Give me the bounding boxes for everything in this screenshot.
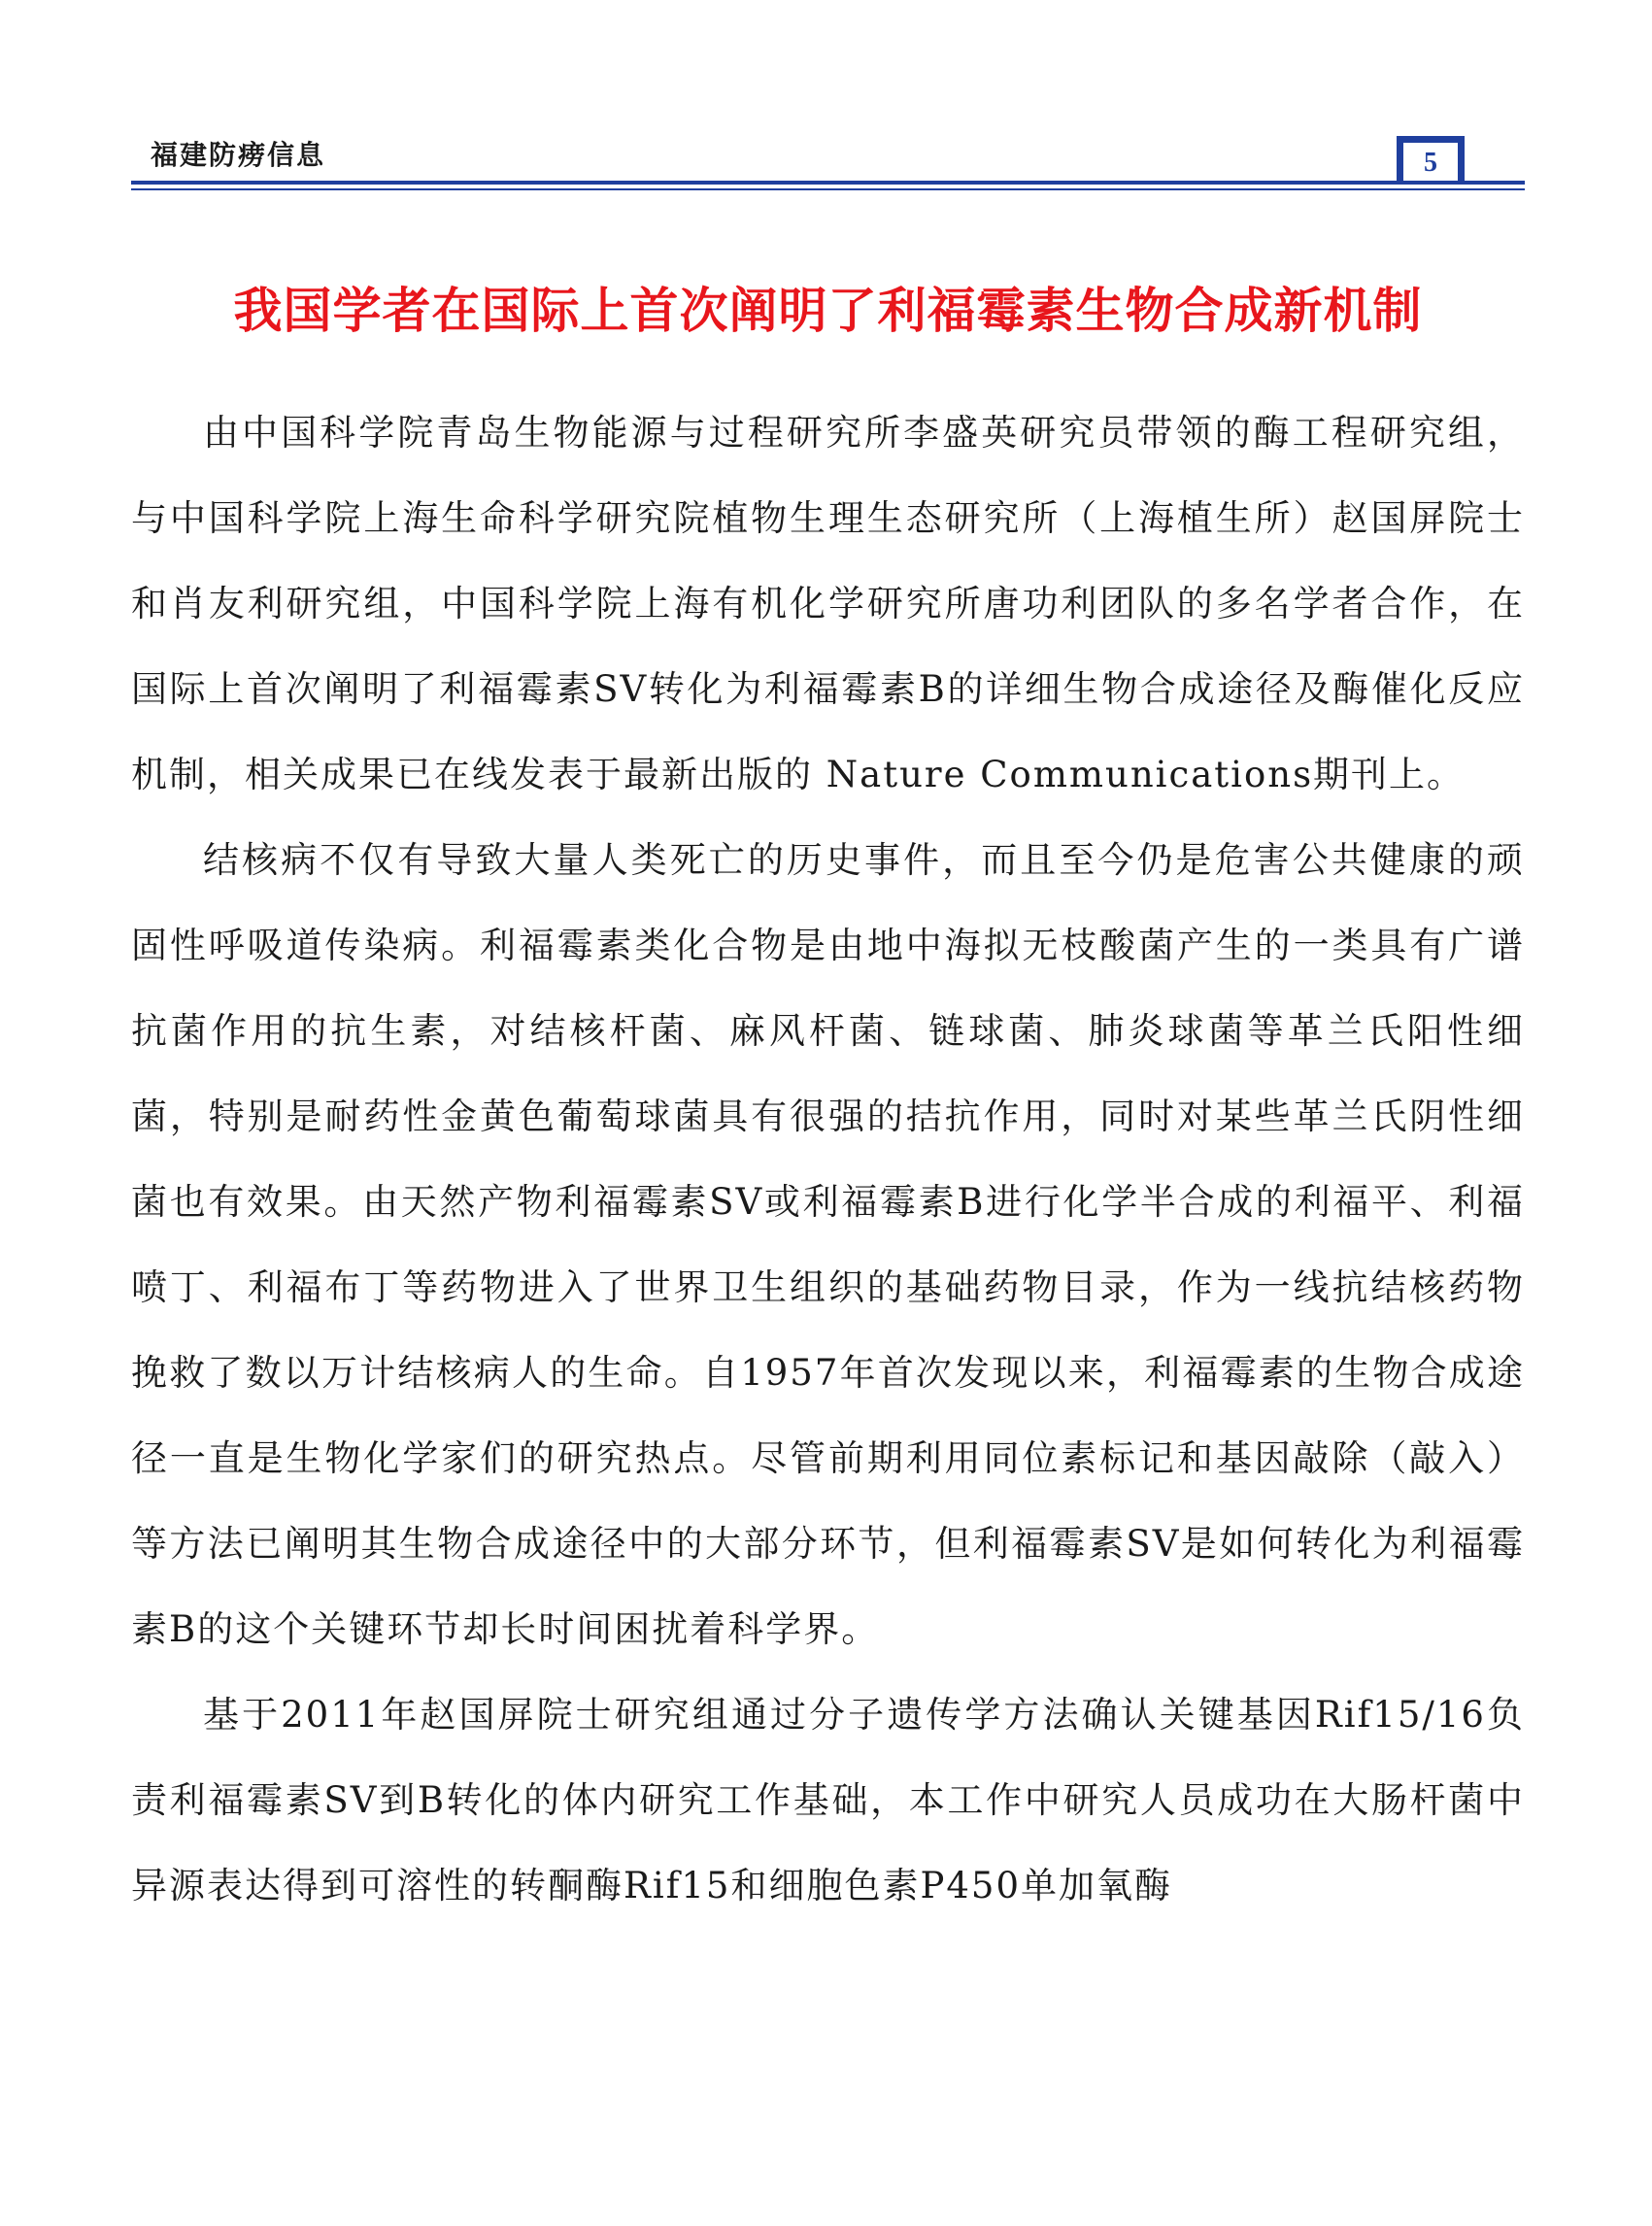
running-header [131,134,1525,194]
page-number: 5 [1401,141,1460,183]
page-number-box [1397,136,1465,183]
paragraph-1: 由中国科学院青岛生物能源与过程研究所李盛英研究员带领的酶工程研究组，与中国科学院上海生命科学研究院植物生理生态研究所（上海植生所）赵国屏院士和肖友利研究组，中国科学院上海有机化学研究所唐功利团队的多名学者合作，在国际上首次阐明了利福霉素SV转化为利福霉素B的详细生物合成途径及酶催化反应机制，相关成果已在线发表于最新出版的 Nature Communications期刊上。 [131,412,1525,795]
paragraph-2: 结核病不仅有导致大量人类死亡的历史事件，而且至今仍是危害公共健康的顽固性呼吸道传染病。利福霉素类化合物是由地中海拟无枝酸菌产生的一类具有广谱抗菌作用的抗生素，对结核杆菌、麻风杆菌、链球菌、肺炎球菌等革兰氏阳性细菌，特别是耐药性金黄色葡萄球菌具有很强的拮抗作用，同时对某些革兰氏阴性细菌也有效果。由天然产物利福霉素SV或利福霉素B进行化学半合成的利福平、利福喷丁、利福布丁等药物进入了世界卫生组织的基础药物目录，作为一线抗结核药物挽救了数以万计结核病人的生命。自1957年首次发现以来，利福霉素的生物合成途径一直是生物化学家们的研究热点。尽管前期利用同位素标记和基因敲除（敲入）等方法已阐明其生物合成途径中的大部分环节，但利福霉素SV是如何转化为利福霉素B的这个关键环节却长时间困扰着科学界。 [131,839,1525,1650]
header-rule-thin [131,188,1525,190]
article-title: 我国学者在国际上首次阐明了利福霉素生物合成新机制 [233,283,1423,339]
paragraph-3: 基于2011年赵国屏院士研究组通过分子遗传学方法确认关键基因Rif15/16负责利福霉素SV到B转化的体内研究工作基础，本工作中研究人员成功在大肠杆菌中异源表达得到可溶性的转酮酶Rif15和细胞色素P450单加氧酶 [131,1694,1525,1906]
article-body [131,390,1525,1929]
header-rule [131,181,1525,185]
publication-name: 福建防痨信息 [151,139,326,171]
